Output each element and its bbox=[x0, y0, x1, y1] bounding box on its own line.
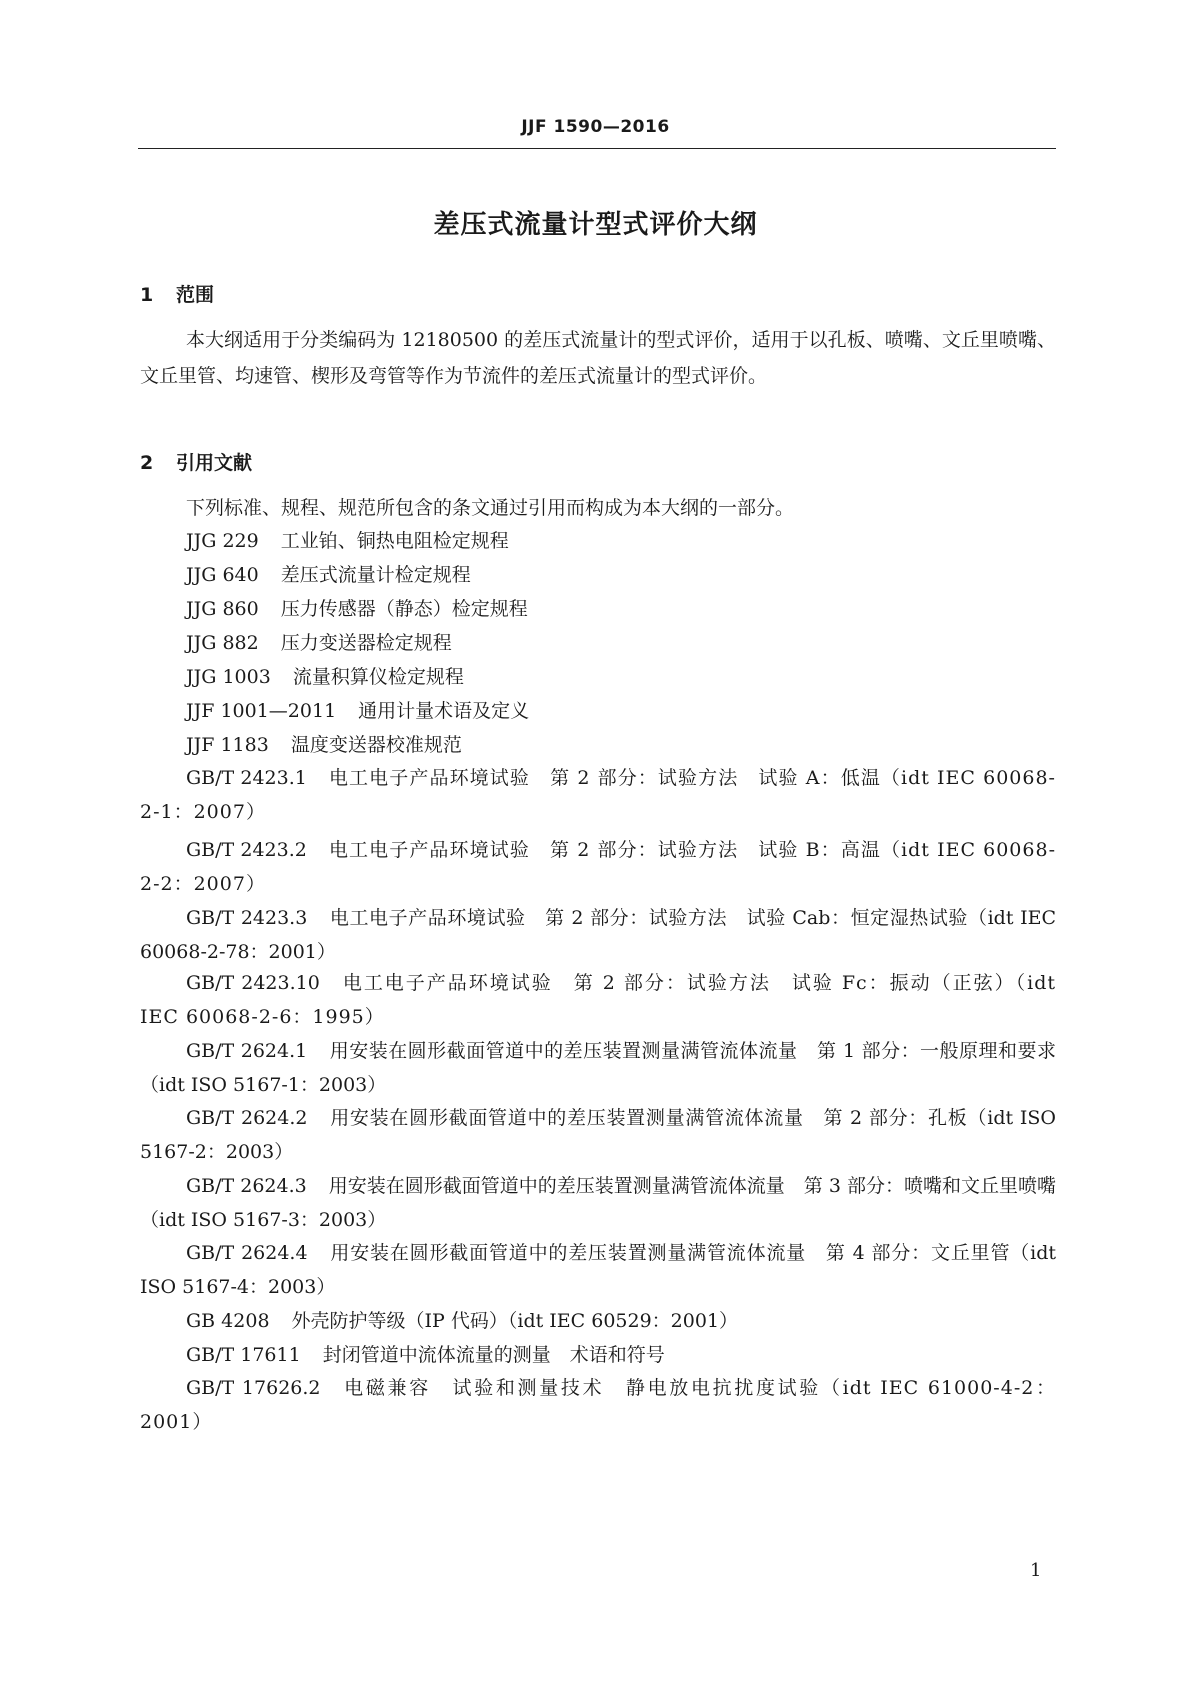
section-2-number: 2 bbox=[140, 452, 154, 474]
reference-item bbox=[140, 693, 1056, 729]
reference-item bbox=[140, 901, 1056, 969]
reference-code: GB 4208 bbox=[186, 1310, 270, 1332]
reference-title: 压力传感器（静态）检定规程 bbox=[280, 598, 528, 620]
reference-title: 电工电子产品环境试验 第 2 部分：试验方法 试验 B：高温（idt IEC 60068-2-2：2007） bbox=[140, 839, 1056, 895]
reference-title: 电磁兼容 试验和测量技术 静电放电抗扰度试验（idt IEC 61000-4-2：2001） bbox=[140, 1377, 1056, 1433]
section-1-body: 本大纲适用于分类编码为 12180500 的差压式流量计的型式评价，适用于以孔板、喷嘴、文丘里喷嘴、文丘里管、均速管、楔形及弯管等作为节流件的差压式流量计的型式评价。 bbox=[140, 329, 1056, 387]
section-2-heading bbox=[140, 448, 252, 475]
section-1-title: 范围 bbox=[176, 284, 215, 306]
reference-code: GB/T 2423.1 bbox=[186, 767, 307, 789]
reference-code: GB/T 17611 bbox=[186, 1344, 301, 1366]
reference-code: GB/T 2624.3 bbox=[186, 1175, 307, 1197]
reference-title: 电工电子产品环境试验 第 2 部分：试验方法 试验 Fc：振动（正弦）（idt IEC 60068-2-6：1995） bbox=[140, 972, 1056, 1028]
reference-item bbox=[140, 1371, 1056, 1439]
reference-title: 通用计量术语及定义 bbox=[358, 700, 530, 722]
reference-item bbox=[140, 557, 1056, 593]
reference-title: 用安装在圆形截面管道中的差压装置测量满管流体流量 第 3 部分：喷嘴和文丘里喷嘴（idt ISO 5167-3：2003） bbox=[140, 1175, 1056, 1231]
reference-item bbox=[140, 833, 1056, 901]
reference-code: JJF 1001—2011 bbox=[186, 700, 337, 722]
reference-item bbox=[140, 966, 1056, 1034]
reference-title: 差压式流量计检定规程 bbox=[280, 564, 471, 586]
reference-item bbox=[140, 625, 1056, 661]
reference-item bbox=[140, 591, 1056, 627]
reference-title: 流量积算仪检定规程 bbox=[292, 666, 464, 688]
section-1-number: 1 bbox=[140, 284, 154, 306]
reference-item bbox=[140, 659, 1056, 695]
running-header: JJF 1590—2016 bbox=[521, 117, 670, 137]
reference-title: 电工电子产品环境试验 第 2 部分：试验方法 试验 Cab：恒定湿热试验（idt IEC 60068-2-78：2001） bbox=[140, 907, 1056, 963]
reference-item bbox=[140, 727, 1056, 763]
reference-code: JJG 882 bbox=[186, 632, 259, 654]
reference-code: GB/T 2423.10 bbox=[186, 972, 320, 994]
section-2-intro: 下列标准、规程、规范所包含的条文通过引用而构成为本大纲的一部分。 bbox=[186, 497, 795, 519]
reference-title: 用安装在圆形截面管道中的差压装置测量满管流体流量 第 2 部分：孔板（idt ISO 5167-2：2003） bbox=[140, 1107, 1056, 1163]
reference-code: GB/T 2624.4 bbox=[186, 1242, 308, 1264]
reference-item bbox=[140, 1034, 1056, 1102]
reference-code: GB/T 2423.2 bbox=[186, 839, 307, 861]
reference-code: JJG 860 bbox=[186, 598, 259, 620]
reference-item bbox=[140, 1303, 1056, 1339]
reference-title: 温度变送器校准规范 bbox=[290, 734, 462, 756]
reference-code: GB/T 17626.2 bbox=[186, 1377, 321, 1399]
reference-item bbox=[140, 761, 1056, 829]
reference-title: 外壳防护等级（IP 代码）（idt IEC 60529：2001） bbox=[291, 1310, 739, 1332]
reference-code: GB/T 2624.2 bbox=[186, 1107, 308, 1129]
reference-item bbox=[140, 1337, 1056, 1373]
reference-title: 压力变送器检定规程 bbox=[280, 632, 452, 654]
section-1-heading bbox=[140, 280, 214, 307]
reference-code: JJG 1003 bbox=[186, 666, 271, 688]
reference-item bbox=[140, 1236, 1056, 1304]
document-title: 差压式流量计型式评价大纲 bbox=[433, 210, 758, 240]
header-rule bbox=[138, 148, 1056, 149]
reference-code: JJG 229 bbox=[186, 530, 259, 552]
reference-title: 工业铂、铜热电阻检定规程 bbox=[280, 530, 509, 552]
page-number: 1 bbox=[1030, 1560, 1042, 1581]
reference-code: JJG 640 bbox=[186, 564, 259, 586]
reference-item bbox=[140, 1101, 1056, 1169]
reference-code: GB/T 2423.3 bbox=[186, 907, 308, 929]
reference-item bbox=[140, 1169, 1056, 1237]
section-2-title: 引用文献 bbox=[176, 452, 253, 474]
reference-title: 用安装在圆形截面管道中的差压装置测量满管流体流量 第 4 部分：文丘里管（idt ISO 5167-4：2003） bbox=[140, 1242, 1056, 1298]
reference-title: 封闭管道中流体流量的测量 术语和符号 bbox=[322, 1344, 665, 1366]
reference-item bbox=[140, 523, 1056, 559]
reference-code: GB/T 2624.1 bbox=[186, 1040, 308, 1062]
reference-code: JJF 1183 bbox=[186, 734, 269, 756]
reference-title: 电工电子产品环境试验 第 2 部分：试验方法 试验 A：低温（idt IEC 60068-2-1：2007） bbox=[140, 767, 1056, 823]
reference-title: 用安装在圆形截面管道中的差压装置测量满管流体流量 第 1 部分：一般原理和要求（idt ISO 5167-1：2003） bbox=[140, 1040, 1056, 1096]
